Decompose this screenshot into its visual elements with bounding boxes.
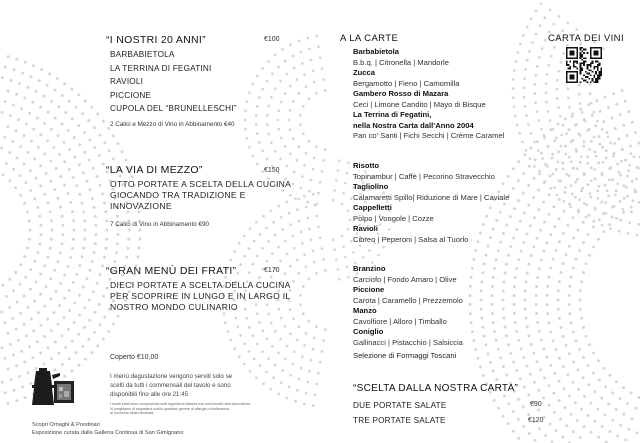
carte-group-1 (353, 47, 504, 142)
menu2-title: “LA VIA DI MEZZO” (106, 164, 203, 176)
menu2-price: €150 (264, 167, 280, 174)
dish-ingredients: Bergamotto | Fieno | Camomilla (353, 78, 460, 88)
dish-name: Cappelletti (353, 203, 392, 212)
dish-name: Zucca (353, 68, 375, 77)
menu2-line: GIOCANDO TRA TRADIZIONE E (110, 190, 246, 201)
dish-name: Manzo (353, 306, 377, 315)
allergy-fine-print (110, 402, 251, 416)
menu3-line: PER SCOPRIRE IN LUNGO E IN LARGO IL (110, 291, 291, 302)
dish-name: Tagliolino (353, 182, 389, 191)
dish-name: Branzino (353, 264, 386, 273)
menu3-line: NOSTRO MONDO CULINARIO (110, 302, 238, 313)
menu3-title: “GRAN MENÙ DEI FRATI” (106, 265, 237, 277)
menu2-wine-pairing: 7 Calici di Vino in Abbinamento €90 (110, 221, 209, 228)
dish-ingredients: Calamaretti Spillo| Riduzione di Mare | Caviale (353, 192, 510, 202)
menu1-item: LA TERRINA DI FEGATINI (110, 63, 212, 73)
dish-name: Gambero Rosso di Mazara (353, 89, 449, 98)
dish-ingredients: Gallinacci | Pistacchio | Salsiccia (353, 337, 463, 347)
dish-ingredients: Carota | Caramello | Prezzemolo (353, 295, 463, 305)
note-line: disponibili fino alle ore 21:45 (110, 391, 189, 398)
fine-print-line: Vi preghiamo di segnalarci subito qualsiasi genere di allergia o intolleranza (110, 406, 229, 411)
menu3-line: DIECI PORTATE A SCELTA DELLA CUCINA (110, 280, 291, 290)
menu3-price: €170 (264, 267, 280, 274)
menu1-price: €100 (264, 36, 280, 43)
fine-print-line: al momento della comanda. (110, 411, 155, 416)
menu1-title: “I NOSTRI 20 ANNI” (106, 34, 206, 46)
credit-line: Esposizione curata dalla Galleria Continua di San Gimignano (32, 429, 184, 436)
menu2-description (110, 179, 291, 213)
dish-name: Ravioli (353, 224, 378, 233)
dish-ingredients: B.b.q. | Citronella | Mandorle (353, 57, 449, 67)
dish-ingredients: Cavolfiore | Alloro | Timballo (353, 316, 447, 326)
scelta-row-price: €120 (528, 417, 544, 424)
menu2-line: INNOVAZIONE (110, 201, 172, 212)
scelta-row-label: TRE PORTATE SALATE (353, 416, 446, 425)
carte-group-3 (353, 264, 463, 348)
dish-name: Coniglio (353, 327, 384, 336)
moka-pot-logo (30, 367, 76, 411)
coperto-price: Coperto €10,00 (110, 354, 159, 361)
dish-ingredients: Polpo | Vongole | Cozze (353, 213, 434, 223)
menu1-items (110, 48, 237, 116)
note-line: I menù degustazione vengono serviti solo se (110, 373, 233, 380)
dish-name: La Terrina di Fegatini, (353, 110, 432, 119)
cheese-selection: Selezione di Formaggi Toscani (353, 351, 457, 360)
dish-name: Barbabietola (353, 47, 399, 56)
dish-ingredients: Ceci | Limone Candito | Mayo di Bisque (353, 99, 486, 109)
tasting-notes (110, 372, 232, 399)
menu1-item: RAVIOLI (110, 77, 144, 87)
dish-ingredients: Pan co’ Santi | Fichi Secchi | Crème Caramel (353, 131, 505, 140)
dish-name: Risotto (353, 161, 380, 170)
menu1-item: BARBABIETOLA (110, 50, 175, 59)
menu3-description (110, 280, 291, 314)
carte-group-2 (353, 161, 509, 245)
menu1-item: PICCIONE (110, 90, 152, 100)
qr-code-icon[interactable] (566, 47, 602, 83)
dish-ingredients: Cibreo | Peperoni | Salsa al Tuorlo (353, 234, 469, 244)
note-line: scelti da tutti i commensali del tavolo e sono (110, 382, 231, 389)
scelta-title: “SCELTA DALLA NOSTRA CARTA” (353, 383, 519, 394)
dish-name: Piccione (353, 285, 385, 294)
menu1-wine-pairing: 2 Calici e Mezzo di Vino in Abbinamento €40 (110, 121, 235, 128)
dish-name-subtitle: nella Nostra Carta dall’Anno 2004 (353, 120, 474, 130)
fine-print-line: I nostri piatti sono composti da molti ingredienti talvolta non menzionati nella descrizione. (110, 402, 252, 406)
a-la-carte-heading: A LA CARTE (340, 33, 399, 44)
carta-dei-vini-heading: CARTA DEI VINI (548, 33, 624, 44)
menu1-item: CUPOLA DEL “BRUNELLESCHI” (110, 104, 237, 114)
scelta-row-label: DUE PORTATE SALATE (353, 401, 447, 410)
scelta-row-price: €90 (530, 401, 542, 408)
dish-ingredients: Topinambur | Caffè | Pecorino Stravecchio (353, 171, 495, 181)
credits (32, 422, 183, 437)
credit-line: Scopri Ornaghi & Prestinari (32, 422, 100, 428)
dish-ingredients: Carciofo | Fondo Amaro | Olive (353, 274, 457, 284)
menu2-line: OTTO PORTATE A SCELTA DELLA CUCINA (110, 179, 292, 189)
